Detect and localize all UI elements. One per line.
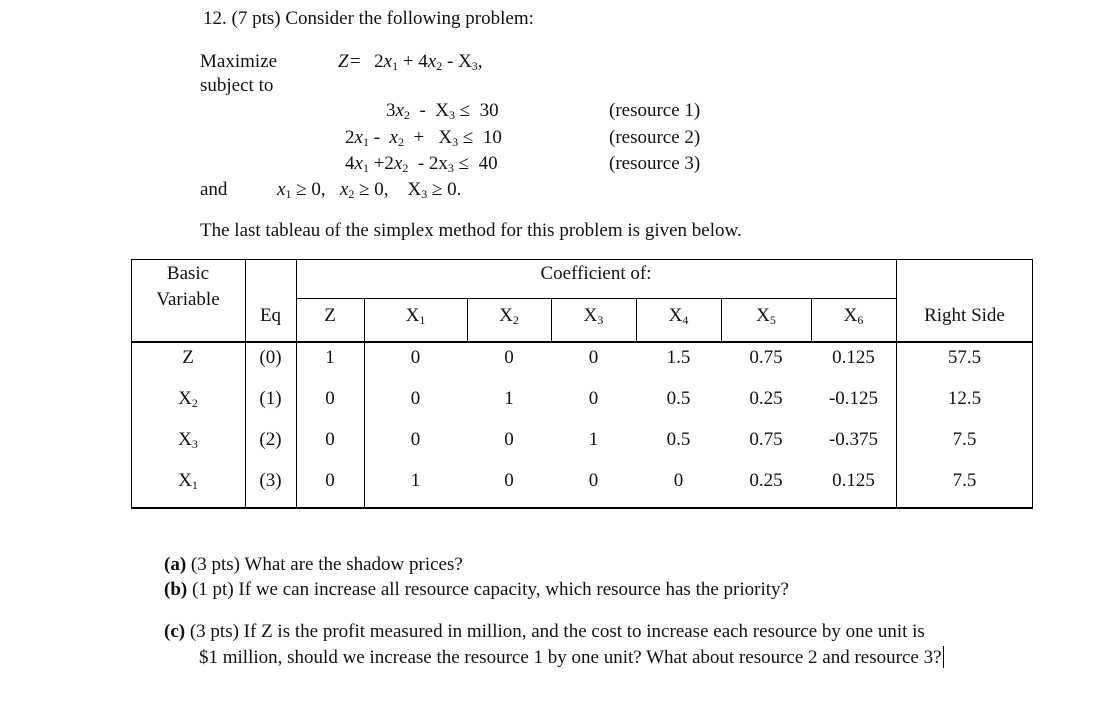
question-b — [164, 580, 789, 599]
table-cell: 0 — [504, 470, 514, 491]
table-cell: 1 — [410, 470, 421, 491]
row-basic-variable: Z — [182, 347, 194, 368]
constraint-1-label: (resource 1) — [609, 100, 701, 121]
question-c-tag: (c) — [164, 621, 186, 642]
table-cell: 0 — [410, 429, 421, 450]
table-cell: 0.25 — [749, 470, 783, 491]
table-cell: 0 — [504, 429, 514, 450]
question-a-tag: (a) — [164, 554, 187, 575]
header-basic-line2: Variable — [156, 289, 220, 310]
row-basic-variable: $X_2$ — [178, 388, 198, 410]
table-cell: 1.5 — [666, 347, 691, 368]
problem-points: (7 pts) — [231, 8, 281, 29]
column-header-x6: $X_6$ — [843, 305, 864, 327]
table-cell: 0 — [410, 388, 421, 409]
table-cell: 1 — [504, 388, 514, 409]
table-cell: 0.125 — [832, 470, 875, 491]
problem-heading — [203, 9, 534, 28]
row-eq: (1) — [259, 388, 282, 409]
table-cell: 0.5 — [666, 388, 691, 409]
table-cell: 1 — [325, 347, 335, 368]
table-cell: 0 — [325, 388, 335, 409]
column-header-x5: $X_5$ — [756, 305, 776, 327]
column-header-x2: $X_2$ — [499, 305, 519, 327]
row-right-side: 57.5 — [947, 347, 982, 368]
table-cell: -0.375 — [828, 429, 879, 450]
subject-to-label: subject to — [200, 75, 274, 96]
row-basic-variable: $X_3$ — [178, 429, 198, 451]
row-right-side: 7.5 — [952, 429, 977, 450]
table-cell: 0.75 — [749, 347, 783, 368]
problem-intro: Consider the following problem: — [285, 8, 534, 29]
table-cell: 0 — [588, 388, 599, 409]
column-header-x1: $X_1$ — [405, 305, 426, 327]
row-eq: (0) — [259, 347, 282, 368]
header-coefficient: Coefficient of: — [540, 263, 652, 284]
question-a-text: (3 pts) What are the shadow prices? — [190, 554, 463, 575]
row-right-side: 7.5 — [952, 470, 977, 491]
and-label: and — [200, 179, 228, 200]
question-c-continued — [199, 646, 944, 668]
objective-function — [338, 52, 483, 71]
table-cell: 0.125 — [832, 347, 875, 368]
row-eq: (2) — [259, 429, 282, 450]
objective-term: $X_3$, — [458, 51, 483, 73]
header-basic — [131, 264, 245, 309]
table-cell: 0.5 — [666, 429, 691, 450]
constraint-2: $2x_1 - x_2 + X_3 \le 10$ — [345, 127, 502, 149]
objective-terms — [374, 51, 482, 72]
row-eq: (3) — [259, 470, 282, 491]
question-c — [164, 622, 925, 641]
constraint-3: $4x_1 +2x_2 - 2x_3 \le 40$ — [345, 153, 498, 175]
problem-number: 12. — [203, 8, 227, 29]
column-header-x4: $X_4$ — [668, 305, 689, 327]
table-cell: 0 — [588, 470, 599, 491]
objective-lhs: Z= — [338, 51, 362, 72]
table-cell: 0.75 — [749, 429, 783, 450]
question-b-tag: (b) — [164, 579, 188, 600]
row-right-side: 12.5 — [947, 388, 982, 409]
column-header-x3: $X_3$ — [583, 305, 604, 327]
tableau-intro: The last tableau of the simplex method for this problem is given below. — [200, 220, 742, 241]
constraint-2-label: (resource 2) — [609, 127, 701, 148]
table-cell: 0 — [325, 470, 335, 491]
table-cell: 0 — [673, 470, 684, 491]
table-cell: 1 — [588, 429, 599, 450]
table-cell: 0 — [410, 347, 421, 368]
question-b-text: (1 pt) If we can increase all resource capacity, which resource has the priority? — [191, 579, 789, 600]
table-cell: -0.125 — [828, 388, 879, 409]
question-c-text: (3 pts) If Z is the profit measured in million, and the cost to increase each resource by one unit is — [189, 621, 925, 642]
table-cell: 0 — [588, 347, 599, 368]
objective-term: $4x_2$ - — [418, 51, 459, 73]
question-c-text-2: $1 million, should we increase the resource 1 by one unit? What about resource 2 and resource 3? — [199, 647, 942, 668]
question-a — [164, 555, 463, 574]
simplex-tableau — [131, 259, 1033, 508]
maximize-label: Maximize — [200, 51, 278, 72]
header-eq: Eq — [259, 305, 282, 326]
header-basic-line1: Basic — [166, 263, 210, 284]
table-cell: 0 — [504, 347, 514, 368]
constraint-3-label: (resource 3) — [609, 153, 701, 174]
text-cursor — [943, 646, 944, 668]
objective-term: $2x_1$ + — [374, 51, 419, 73]
nonnegativity-constraints: $x_1 \ge 0$, $x_2 \ge 0$, $X_3 \ge 0$. — [277, 179, 462, 201]
table-cell: 0.25 — [749, 388, 783, 409]
row-basic-variable: $X_1$ — [178, 470, 198, 492]
table-cell: 0 — [325, 429, 335, 450]
header-right-side: Right Side — [924, 305, 1005, 326]
constraint-1: $3x_2 - X_3 \le 30$ — [386, 100, 499, 122]
column-header-z: Z — [324, 305, 336, 326]
